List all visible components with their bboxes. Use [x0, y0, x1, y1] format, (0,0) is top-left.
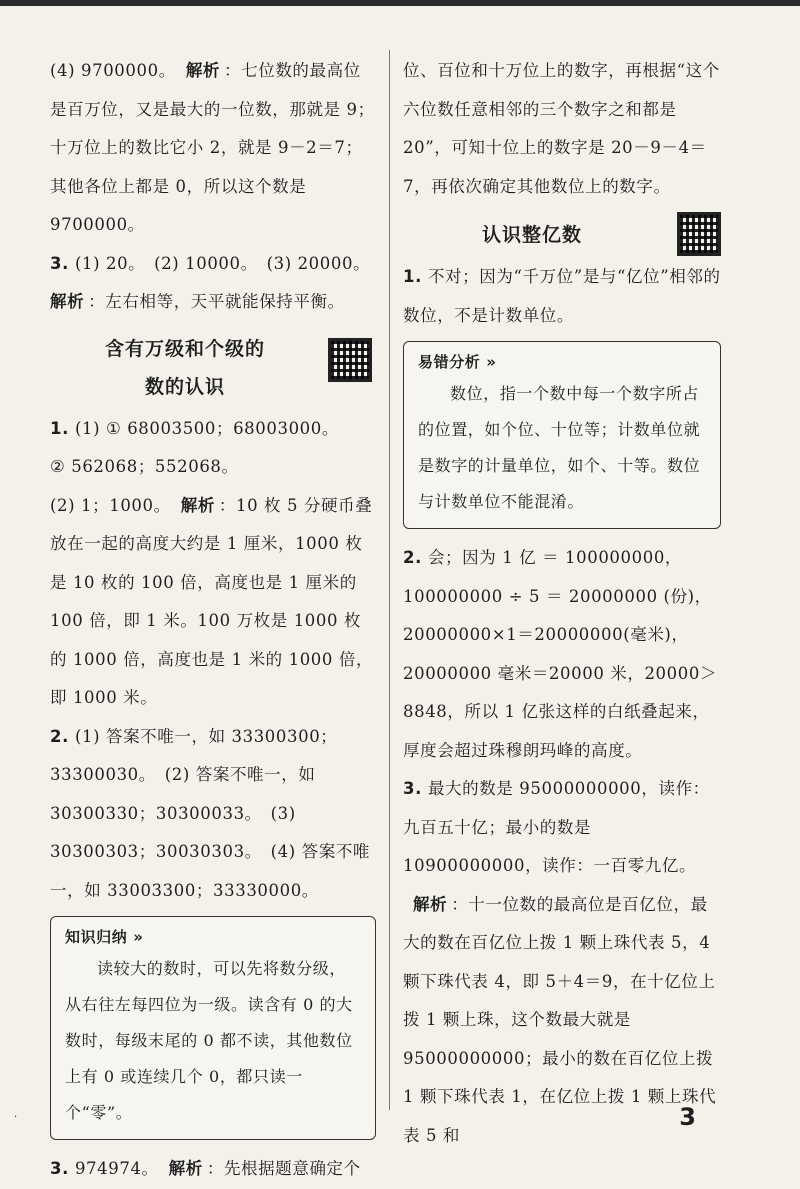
- answer-paragraph: (2) 1；1000。 解析 ：10 枚 5 分硬币叠放在一起的高度大约是 1 厘米，1000 枚是 10 枚的 100 倍，高度也是 1 厘米的 100 倍，即 1 米。100 万枚是 1000 枚的 1000 倍，高度也是 1 米的 1000 倍，即 1000 米。: [50, 495, 374, 707]
- question-number: 3.: [50, 1159, 69, 1178]
- answer-paragraph: 1. (1) ① 68003500；68003000。: [50, 418, 339, 438]
- analysis-label: 解析: [180, 495, 215, 515]
- box-body: 读较大的数时，可以先将数分级，从右往左每四位为一级。读含有 0 的大数时，每级末尾的 0 都不读，其他数位上有 0 或连续几个 0，都只读一个“零”。: [65, 959, 353, 1122]
- analysis-label: 解析: [50, 292, 85, 311]
- answer-paragraph: 位、百位和十万位上的数字，再根据“这个六位数任意相邻的三个数字之和都是 20”，可知十位上的数字是 20－9－4＝7，再依次确定其他数位上的数字。: [403, 61, 720, 196]
- top-border: [0, 0, 800, 6]
- analysis-label: 解析: [168, 1159, 203, 1178]
- column-divider: [389, 50, 390, 1110]
- analysis-label: 解析: [413, 894, 448, 914]
- answer-paragraph: 3. 最大的数是 95000000000，读作：九百五十亿；最小的数是 10900000000，读作：一百零九亿。解析 ：十一位数的最高位是百亿位，最大的数在百亿位上拨 1 颗上珠代表 5，4 颗下珠代表 4，即 5＋4＝9，在十亿位上拨 1 颗上珠，这个数最大就是 95000000000；最小的数在百亿位上拨 1 颗下珠代表 1，在亿位上拨 1 颗上珠代表 5 和: [403, 779, 717, 1145]
- qr-code-icon[interactable]: [677, 212, 721, 256]
- analysis-label: 解析: [185, 61, 221, 80]
- answer-paragraph: 解析 ：左右相等，天平就能保持平衡。: [50, 292, 345, 311]
- right-column: [403, 52, 721, 1155]
- section-title: 认识整亿数: [481, 224, 582, 246]
- answer-paragraph: 2. 会；因为 1 亿 ＝ 100000000，100000000 ÷ 5 ＝ 20000000 (份)，20000000×1＝20000000(毫米)，20000000 毫米＝20000 米，20000＞8848，所以 1 亿张这样的白纸叠起来，厚度会超过珠穆朗玛峰的高度。: [403, 548, 718, 760]
- section-title-block: [403, 216, 721, 254]
- knowledge-summary-box: [50, 916, 376, 1140]
- qr-code-icon[interactable]: [328, 338, 372, 382]
- box-title: 易错分析 »: [418, 353, 497, 371]
- answer-paragraph: 3. (1) 20。 (2) 10000。 (3) 20000。: [50, 253, 371, 273]
- question-number: 1.: [50, 418, 69, 438]
- box-title: 知识归纳 »: [65, 928, 144, 946]
- question-number: 3.: [403, 779, 422, 798]
- section-title-block: [50, 330, 376, 406]
- page-number: 3: [679, 1103, 696, 1131]
- answer-paragraph: 2. (1) 答案不唯一，如 33300300；33300030。 (2) 答案不唯一，如 30300330；30300033。 (3) 30300303；30030303。 (4) 答案不唯一，如 33003300；33330000。: [50, 726, 371, 900]
- question-number: 2.: [50, 726, 69, 746]
- scan-mark: ·: [14, 1112, 18, 1123]
- left-column: [50, 52, 376, 1189]
- answer-paragraph: 1. 不对；因为“千万位”是与“亿位”相邻的数位，不是计数单位。: [403, 267, 721, 325]
- answer-paragraph: ② 562068；552068。: [50, 457, 239, 476]
- section-title: 含有万级和个级的: [104, 337, 265, 360]
- answer-paragraph: 3. 974974。 解析 ：先根据题意确定个: [50, 1159, 361, 1178]
- error-analysis-box: [403, 341, 721, 529]
- question-number: 2.: [403, 548, 422, 567]
- question-number: 3.: [50, 253, 69, 273]
- question-number: 1.: [403, 267, 422, 286]
- answer-paragraph: (4) 9700000。 解析 ：七位数的最高位是百万位，又是最大的一位数，那就是 9；十万位上的数比它小 2，就是 9－2＝7；其他各位上都是 0，所以这个数是 9700000。: [50, 61, 375, 234]
- section-title-line2: 数的认识: [144, 375, 225, 398]
- box-body: 数位，指一个数中每一个数字所占的位置，如个位、十位等；计数单位就是数字的计量单位，如个、十等。数位与计数单位不能混淆。: [418, 384, 701, 511]
